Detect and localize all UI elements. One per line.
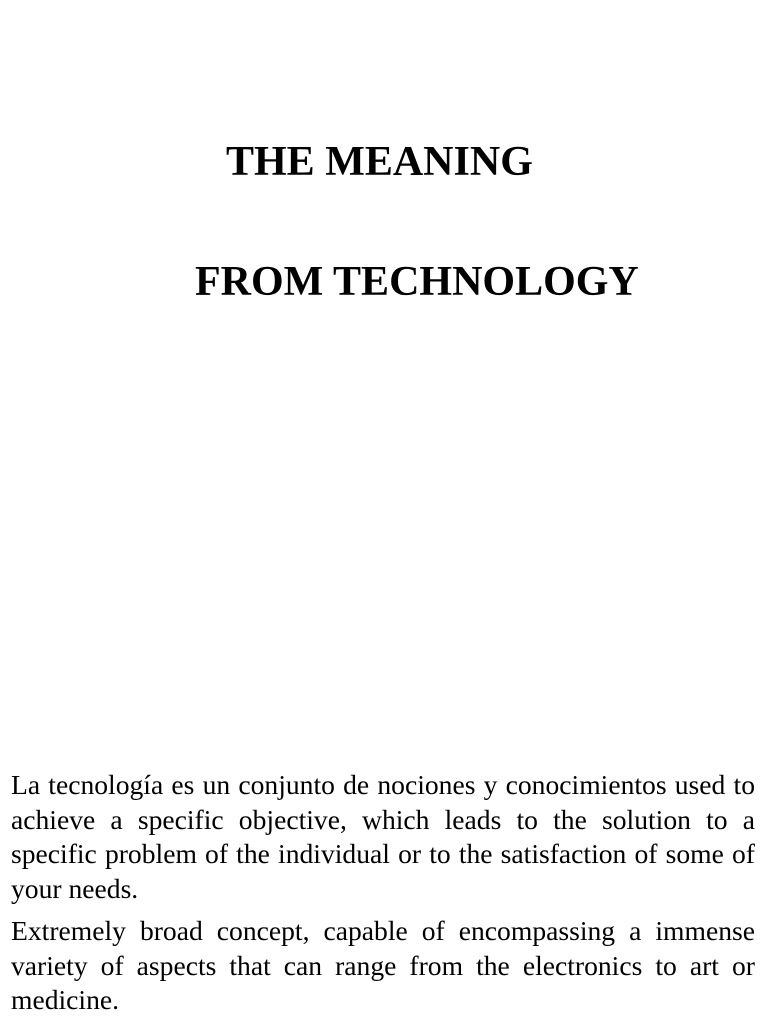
title-line-1: THE MEANING (226, 139, 533, 185)
paragraph-broad-concept: Extremely broad concept, capable of encompassing a immense variety of aspects that can range from the electronics to art or medicine. (11, 915, 755, 1015)
paragraph-definition: La tecnología es un conjunto de nociones y conocimientos used to achieve a specific objective, which leads to the solution to a specific problem of the individual or to the satisfaction of some of your needs. (11, 769, 755, 904)
title-line-2: FROM TECHNOLOGY (195, 259, 639, 305)
